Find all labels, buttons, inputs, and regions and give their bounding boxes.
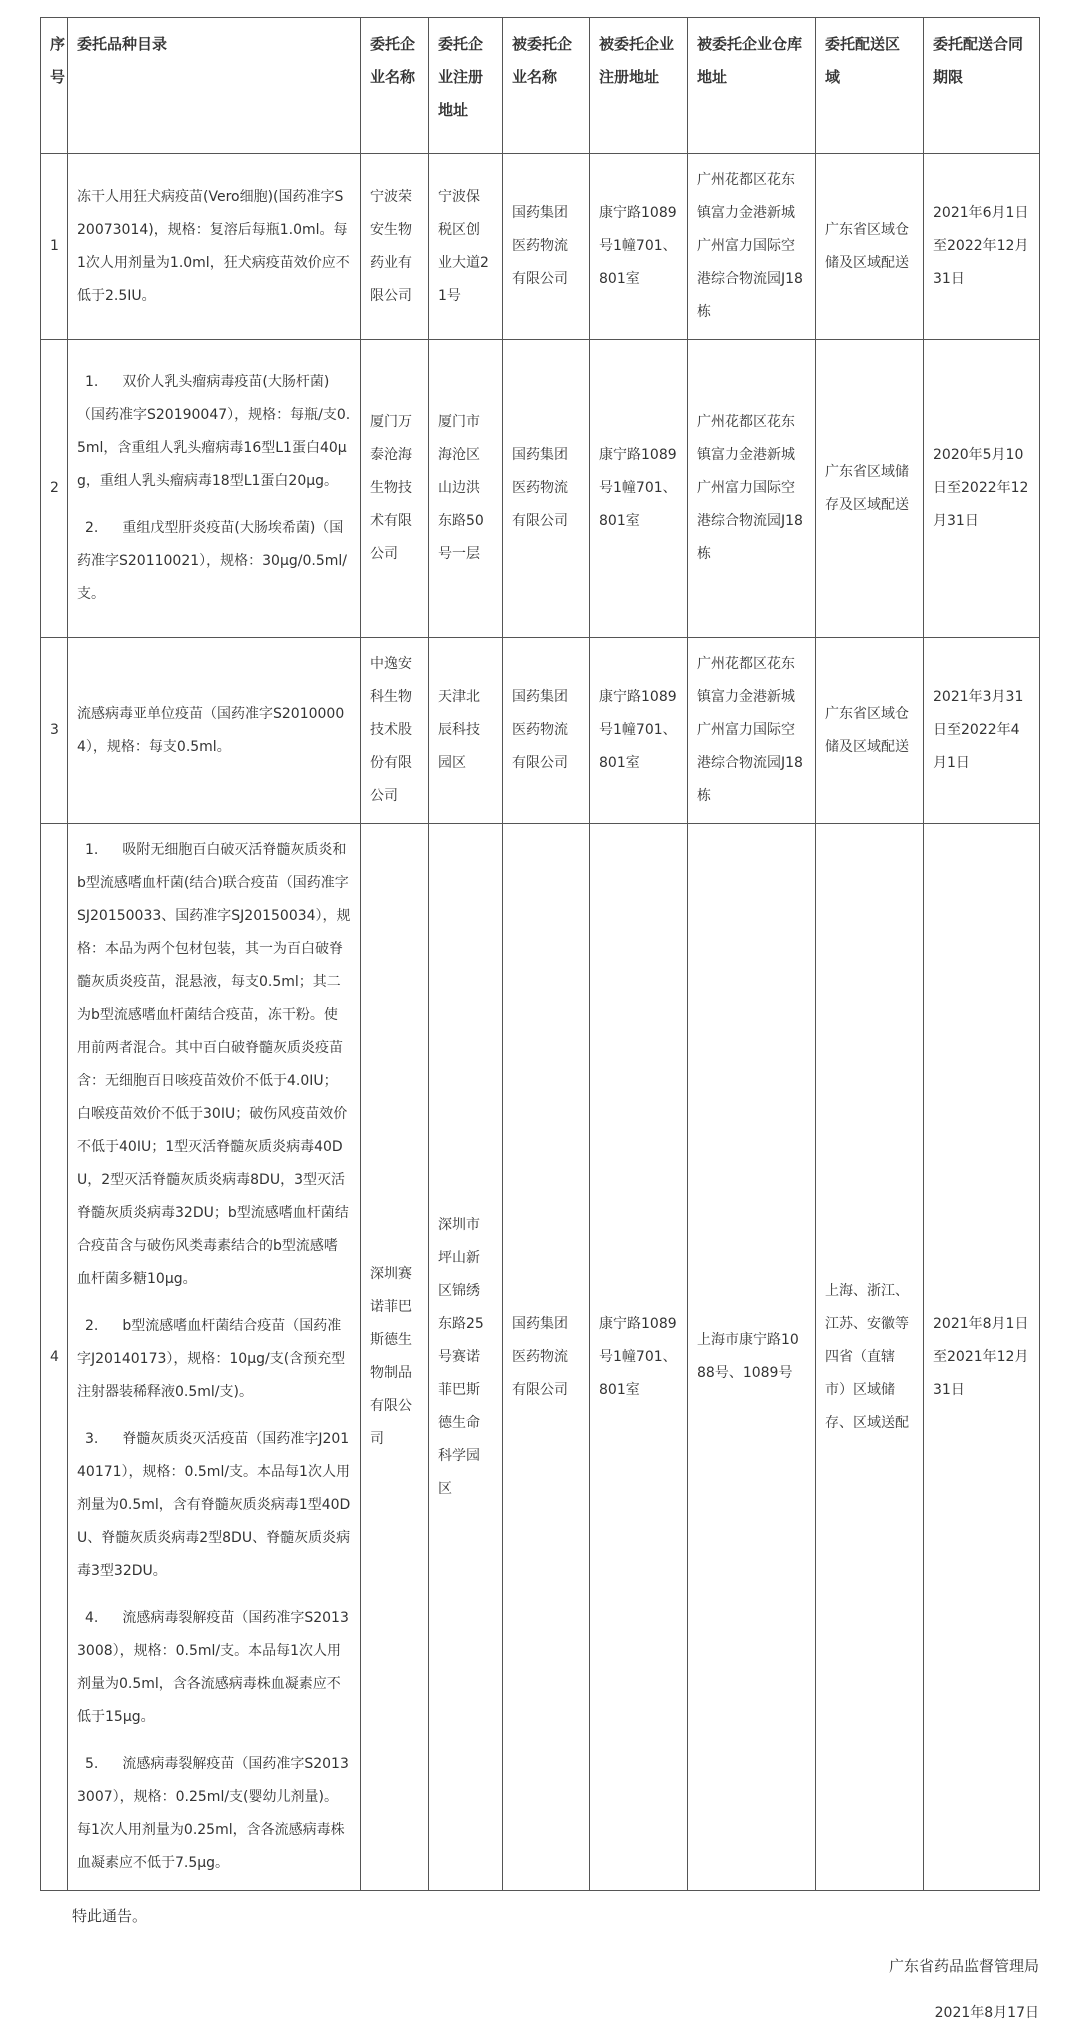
header-seq: 序号 bbox=[41, 18, 68, 154]
table-row bbox=[41, 824, 1040, 1891]
product-item bbox=[77, 512, 351, 611]
header-period: 委托配送合同期限 bbox=[924, 18, 1040, 154]
row-products bbox=[68, 154, 361, 340]
row-client-addr: 天津北辰科技园区 bbox=[429, 638, 503, 824]
product-item: 冻干人用狂犬病疫苗(Vero细胞)(国药准字S20073014)，规格：复溶后每瓶1.0ml。每1次人用剂量为1.0ml，狂犬病疫苗效价应不低于2.5IU。 bbox=[77, 188, 350, 304]
row-agent-name: 国药集团医药物流有限公司 bbox=[503, 154, 590, 340]
row-seq: 3 bbox=[41, 638, 68, 824]
row-warehouse: 广州花都区花东镇富力金港新城广州富力国际空港综合物流园J18栋 bbox=[688, 340, 816, 638]
item-index: 2. bbox=[85, 520, 99, 536]
row-client-name: 中逸安科生物技术股份有限公司 bbox=[361, 638, 429, 824]
row-seq: 4 bbox=[41, 824, 68, 1891]
header-warehouse: 被委托企业仓库地址 bbox=[688, 18, 816, 154]
product-text: 双价人乳头瘤病毒疫苗(大肠杆菌)（国药准字S20190047），规格：每瓶/支0.5ml，含重组人乳头瘤病毒16型L1蛋白40μg，重组人乳头瘤病毒18型L1蛋白20μg。 bbox=[77, 374, 351, 489]
row-warehouse: 广州花都区花东镇富力金港新城广州富力国际空港综合物流园J18栋 bbox=[688, 638, 816, 824]
item-index: 3. bbox=[85, 1431, 99, 1447]
row-region: 广东省区域储存及区域配送 bbox=[816, 340, 924, 638]
table-row bbox=[41, 154, 1040, 340]
product-item bbox=[77, 1310, 351, 1409]
header-row bbox=[41, 18, 1040, 154]
product-item: 流感病毒亚单位疫苗（国药准字S20100004），规格：每支0.5ml。 bbox=[77, 705, 345, 755]
header-client-name: 委托企业名称 bbox=[361, 18, 429, 154]
row-warehouse: 上海市康宁路1088号、1089号 bbox=[688, 824, 816, 1891]
product-item bbox=[77, 366, 351, 498]
row-client-name: 厦门万泰沧海生物技术有限公司 bbox=[361, 340, 429, 638]
header-client-addr: 委托企业注册地址 bbox=[429, 18, 503, 154]
issuing-authority: 广东省药品监督管理局 bbox=[888, 1957, 1039, 1975]
item-index: 2. bbox=[85, 1318, 99, 1334]
row-warehouse: 广州花都区花东镇富力金港新城广州富力国际空港综合物流园J18栋 bbox=[688, 154, 816, 340]
product-text: 流感病毒裂解疫苗（国药准字S20133008），规格：0.5ml/支。本品每1次人用剂量为0.5ml，含各流感病毒株血凝素应不低于15μg。 bbox=[77, 1610, 349, 1725]
product-text: 流感病毒裂解疫苗（国药准字S20133007），规格：0.25ml/支(婴幼儿剂量)。每1次人用剂量为0.25ml，含各流感病毒株血凝素应不低于7.5μg。 bbox=[77, 1756, 349, 1871]
header-agent-name: 被委托企业名称 bbox=[503, 18, 590, 154]
row-period: 2020年5月10日至2022年12月31日 bbox=[924, 340, 1040, 638]
row-region: 广东省区域仓储及区域配送 bbox=[816, 154, 924, 340]
row-client-addr: 厦门市海沧区山边洪东路50号一层 bbox=[429, 340, 503, 638]
row-seq: 1 bbox=[41, 154, 68, 340]
row-period: 2021年6月1日至2022年12月31日 bbox=[924, 154, 1040, 340]
row-client-name: 宁波荣安生物药业有限公司 bbox=[361, 154, 429, 340]
closing-note: 特此通告。 bbox=[72, 1907, 148, 1925]
row-agent-addr: 康宁路1089号1幢701、801室 bbox=[590, 824, 688, 1891]
header-product: 委托品种目录 bbox=[68, 18, 361, 154]
row-agent-name: 国药集团医药物流有限公司 bbox=[503, 340, 590, 638]
row-products bbox=[68, 824, 361, 1891]
table-row bbox=[41, 340, 1040, 638]
product-text: b型流感嗜血杆菌结合疫苗（国药准字J20140173），规格：10μg/支(含预充型注射器装稀释液0.5ml/支)。 bbox=[77, 1318, 346, 1400]
row-region: 广东省区域仓储及区域配送 bbox=[816, 638, 924, 824]
product-item bbox=[77, 1423, 351, 1588]
table-row bbox=[41, 638, 1040, 824]
vaccine-distribution-table bbox=[40, 17, 1040, 1891]
header-region: 委托配送区域 bbox=[816, 18, 924, 154]
row-agent-name: 国药集团医药物流有限公司 bbox=[503, 824, 590, 1891]
product-text: 吸附无细胞百白破灭活脊髓灰质炎和b型流感嗜血杆菌(结合)联合疫苗（国药准字SJ20150033、国药准字SJ20150034），规格：本品为两个包材包装，其一为百白破脊髓灰质炎疫苗，混悬液，每支0.5ml；其二为b型流感嗜血杆菌结合疫苗，冻干粉。使用前两者混合。其中百白破脊髓灰质炎疫苗含：无细胞百日咳疫苗效价不低于4.0IU；白喉疫苗效价不低于30IU；破伤风疫苗效价不低于40IU；1型灭活脊髓灰质炎病毒40DU，2型灭活脊髓灰质炎病毒8DU，3型灭活脊髓灰质炎病毒32DU；b型流感嗜血杆菌结合疫苗含与破伤风类毒素结合的b型流感嗜血杆菌多糖10μg。 bbox=[77, 842, 351, 1287]
row-agent-addr: 康宁路1089号1幢701、801室 bbox=[590, 154, 688, 340]
row-agent-name: 国药集团医药物流有限公司 bbox=[503, 638, 590, 824]
row-agent-addr: 康宁路1089号1幢701、801室 bbox=[590, 638, 688, 824]
issue-date: 2021年8月17日 bbox=[934, 2005, 1039, 2021]
row-client-addr: 宁波保税区创业大道21号 bbox=[429, 154, 503, 340]
row-agent-addr: 康宁路1089号1幢701、801室 bbox=[590, 340, 688, 638]
row-seq: 2 bbox=[41, 340, 68, 638]
row-products bbox=[68, 340, 361, 638]
row-period: 2021年8月1日至2021年12月31日 bbox=[924, 824, 1040, 1891]
row-client-addr: 深圳市坪山新区锦绣东路25号赛诺菲巴斯德生命科学园区 bbox=[429, 824, 503, 1891]
product-item bbox=[77, 1602, 351, 1734]
row-region: 上海、浙江、江苏、安徽等四省（直辖市）区域储存、区域送配 bbox=[816, 824, 924, 1891]
header-agent-addr: 被委托企业注册地址 bbox=[590, 18, 688, 154]
product-text: 脊髓灰质炎灭活疫苗（国药准字J20140171），规格：0.5ml/支。本品每1次人用剂量为0.5ml，含有脊髓灰质炎病毒1型40DU、脊髓灰质炎病毒2型8DU、脊髓灰质炎病毒3型32DU。 bbox=[77, 1431, 351, 1579]
item-index: 1. bbox=[85, 842, 99, 858]
product-text: 重组戊型肝炎疫苗(大肠埃希菌)（国药准字S20110021），规格：30μg/0.5ml/支。 bbox=[77, 520, 347, 602]
product-item bbox=[77, 1748, 351, 1880]
row-client-name: 深圳赛诺菲巴斯德生物制品有限公司 bbox=[361, 824, 429, 1891]
item-index: 5. bbox=[85, 1756, 99, 1772]
item-index: 1. bbox=[85, 374, 99, 390]
row-period: 2021年3月31日至2022年4月1日 bbox=[924, 638, 1040, 824]
row-products bbox=[68, 638, 361, 824]
product-item bbox=[77, 834, 351, 1296]
item-index: 4. bbox=[85, 1610, 99, 1626]
